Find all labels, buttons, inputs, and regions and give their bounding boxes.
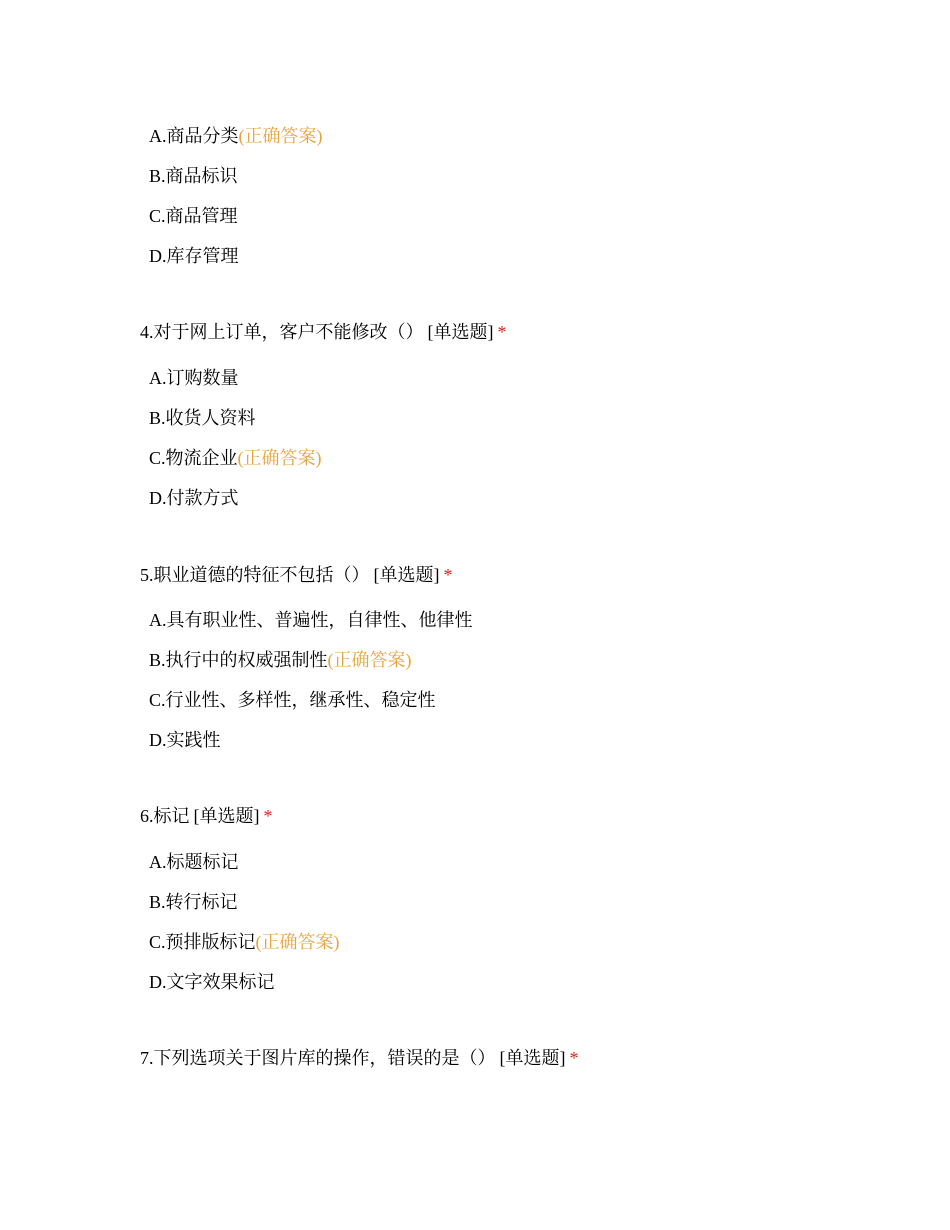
q3-option-b: [149, 162, 238, 188]
required-mark: *: [569, 1048, 579, 1068]
option-label: C.预排版标记: [149, 932, 256, 952]
question-type: [单选题]: [373, 565, 440, 585]
question-text: 5.职业道德的特征不包括（）: [140, 565, 370, 585]
question-4-title: [140, 318, 507, 344]
required-mark: *: [443, 565, 453, 585]
correct-answer-mark: (正确答案): [327, 650, 412, 670]
option-label: A.订购数量: [149, 368, 239, 388]
option-label: B.执行中的权威强制性: [149, 650, 328, 670]
q5-option-b: [149, 646, 412, 672]
q6-option-a: [149, 848, 239, 874]
correct-answer-mark: (正确答案): [255, 932, 340, 952]
q4-option-b: [149, 404, 256, 430]
correct-answer-mark: (正确答案): [237, 448, 322, 468]
option-label: B.收货人资料: [149, 408, 256, 428]
question-text: 4.对于网上订单，客户不能修改（）: [140, 322, 424, 342]
q3-option-d: [149, 242, 239, 268]
q3-option-a: [149, 122, 323, 148]
q6-option-b: [149, 888, 238, 914]
q5-option-d: [149, 726, 221, 752]
q6-option-d: [149, 968, 275, 994]
question-text: 6.标记: [140, 806, 190, 826]
option-label: D.付款方式: [149, 488, 239, 508]
option-label: C.行业性、多样性，继承性、稳定性: [149, 690, 436, 710]
question-type: [单选题]: [499, 1048, 566, 1068]
question-6-title: [140, 802, 273, 828]
q5-option-a: [149, 606, 473, 632]
required-mark: *: [497, 322, 507, 342]
question-type: [单选题]: [427, 322, 494, 342]
q5-option-c: [149, 686, 436, 712]
question-5-title: [140, 561, 453, 587]
option-label: A.标题标记: [149, 852, 239, 872]
option-label: C.物流企业: [149, 448, 238, 468]
q4-option-a: [149, 364, 239, 390]
option-label: B.商品标识: [149, 166, 238, 186]
correct-answer-mark: (正确答案): [238, 126, 323, 146]
question-7-title: [140, 1044, 579, 1070]
question-text: 7.下列选项关于图片库的操作，错误的是（）: [140, 1048, 496, 1068]
option-label: C.商品管理: [149, 206, 238, 226]
q6-option-c: [149, 928, 340, 954]
option-label: D.实践性: [149, 730, 221, 750]
option-label: D.库存管理: [149, 246, 239, 266]
required-mark: *: [263, 806, 273, 826]
option-label: A.具有职业性、普遍性，自律性、他律性: [149, 610, 473, 630]
option-label: B.转行标记: [149, 892, 238, 912]
question-type: [单选题]: [193, 806, 260, 826]
option-label: A.商品分类: [149, 126, 239, 146]
q4-option-c: [149, 444, 322, 470]
q3-option-c: [149, 202, 238, 228]
q4-option-d: [149, 484, 239, 510]
option-label: D.文字效果标记: [149, 972, 275, 992]
